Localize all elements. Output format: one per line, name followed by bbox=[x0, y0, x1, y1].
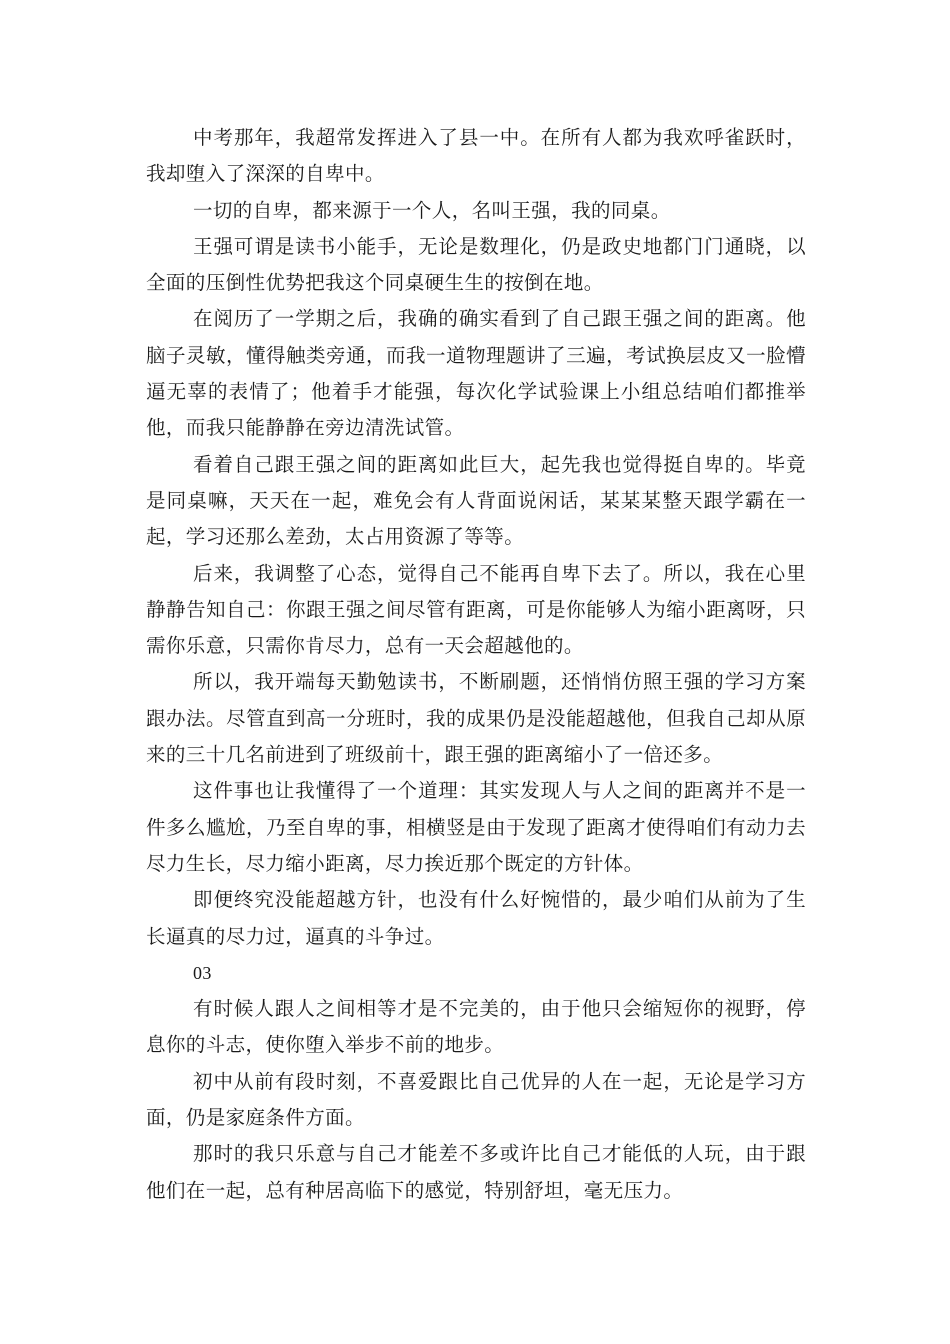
section-number: 03 bbox=[193, 962, 212, 983]
paragraph-10: 有时候人跟人之间相等才是不完美的，由于他只会缩短你的视野，停息你的斗志，使你堕入举步不前的地步。 bbox=[146, 997, 806, 1057]
paragraph-8: 这件事也让我懂得了一个道理：其实发现人与人之间的距离并不是一件多么尴尬，乃至自卑的事，相横竖是由于发现了距离才使得咱们有动力去尽力生长，尽力缩小距离，尽力挨近那个既定的方针体。 bbox=[146, 779, 806, 875]
paragraph-1: 中考那年，我超常发挥进入了县一中。在所有人都为我欢呼雀跃时，我却堕入了深深的自卑中。 bbox=[146, 126, 806, 186]
paragraph-9: 即便终究没能超越方针，也没有什么好惋惜的，最少咱们从前为了生长逼真的尽力过，逼真的斗争过。 bbox=[146, 888, 806, 948]
paragraph-11: 初中从前有段时刻，不喜爱跟比自己优异的人在一起，无论是学习方面，仍是家庭条件方面。 bbox=[146, 1069, 806, 1130]
paragraph-7: 所以，我开端每天勤勉读书，不断刷题，还悄悄仿照王强的学习方案跟办法。尽管直到高一分班时，我的成果仍是没能超越他，但我自己却从原来的三十几名前进到了班级前十，跟王强的距离缩小了一倍还多。 bbox=[146, 670, 806, 767]
paragraph-4: 在阅历了一学期之后，我确的确实看到了自己跟王强之间的距离。他脑子灵敏，懂得触类旁通，而我一道物理题讲了三遍，考试换层皮又一脸懵逼无辜的表情了；他着手才能强，每次化学试验课上小组总结咱们都推举他，而我只能静静在旁边清洗试管。 bbox=[146, 307, 806, 440]
paragraph-5: 看着自己跟王强之间的距离如此巨大，起先我也觉得挺自卑的。毕竟是同桌嘛，天天在一起，难免会有人背面说闲话，某某某整天跟学霸在一起，学习还那么差劲，太占用资源了等等。 bbox=[146, 452, 806, 549]
paragraph-12: 那时的我只乐意与自己才能差不多或许比自己才能低的人玩，由于跟他们在一起，总有种居高临下的感觉，特别舒坦，毫无压力。 bbox=[146, 1142, 806, 1202]
paragraph-3: 王强可谓是读书小能手，无论是数理化，仍是政史地都门门通晓，以全面的压倒性优势把我这个同桌硬生生的按倒在地。 bbox=[146, 234, 806, 295]
document-body bbox=[146, 120, 806, 1209]
paragraph-6: 后来，我调整了心态，觉得自己不能再自卑下去了。所以，我在心里静静告知自己：你跟王强之间尽管有距离，可是你能够人为缩小距离呀，只需你乐意，只需你肯尽力，总有一天会超越他的。 bbox=[146, 561, 806, 658]
paragraph-2: 一切的自卑，都来源于一个人，名叫王强，我的同桌。 bbox=[193, 198, 671, 222]
